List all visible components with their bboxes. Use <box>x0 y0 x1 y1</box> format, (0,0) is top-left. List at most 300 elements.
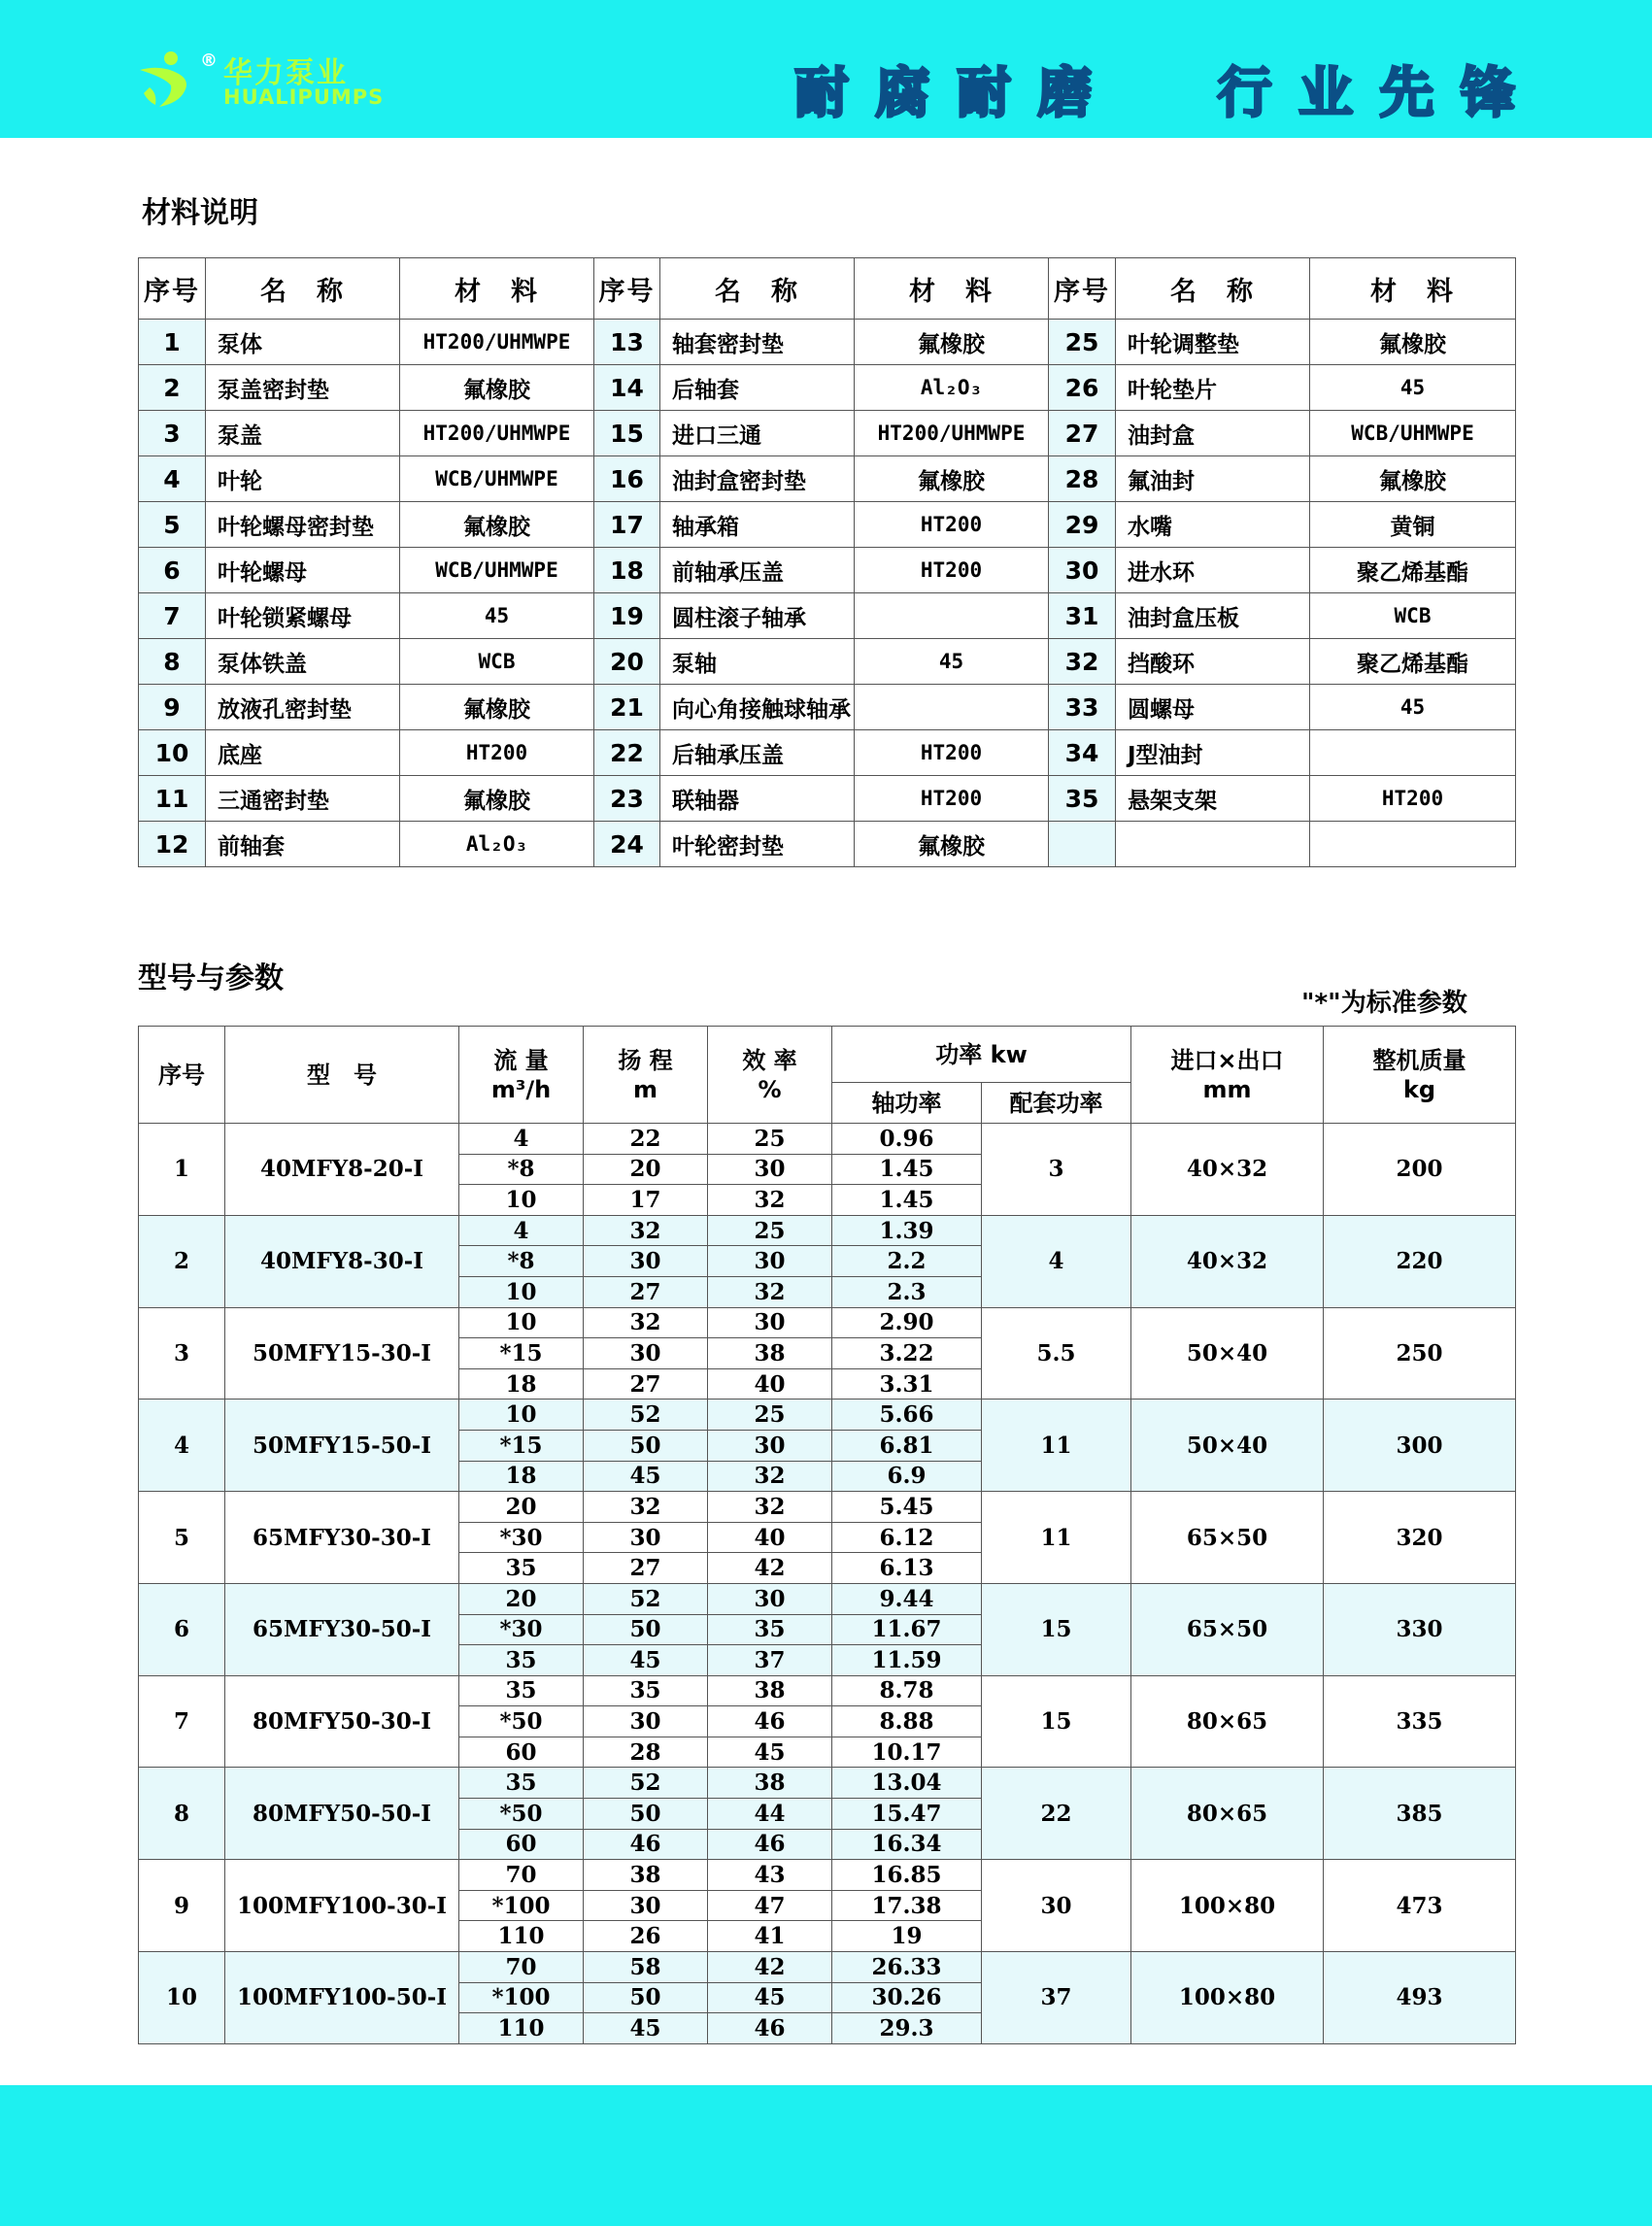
flow-value: 4 <box>459 1215 584 1246</box>
part-number: 34 <box>1049 730 1116 776</box>
flow-value: 35 <box>459 1645 584 1676</box>
mass-value: 335 <box>1324 1675 1516 1768</box>
model-name: 40MFY8-30-I <box>225 1215 459 1307</box>
col-mass-label: 整机质量 <box>1372 1046 1467 1074</box>
materials-header-cell: 名 称 <box>206 258 400 320</box>
table-row <box>139 1124 1516 1155</box>
col-port <box>1131 1027 1324 1124</box>
model-number: 3 <box>139 1307 225 1400</box>
model-name: 50MFY15-50-I <box>225 1400 459 1492</box>
part-number: 19 <box>594 593 660 639</box>
part-material: 聚乙烯基酯 <box>1310 548 1516 593</box>
head-value: 50 <box>584 1614 708 1645</box>
part-material: WCB <box>400 639 594 685</box>
part-material: WCB/UHMWPE <box>400 456 594 502</box>
part-material <box>1310 730 1516 776</box>
part-name: 三通密封垫 <box>206 776 400 822</box>
part-name: 挡酸环 <box>1116 639 1310 685</box>
shaft-power-value: 6.9 <box>832 1461 982 1492</box>
part-number: 22 <box>594 730 660 776</box>
head-value: 20 <box>584 1154 708 1185</box>
model-name: 65MFY30-50-I <box>225 1583 459 1675</box>
flow-value: *50 <box>459 1706 584 1737</box>
part-material: 氟橡胶 <box>400 685 594 730</box>
efficiency-value: 30 <box>708 1307 832 1338</box>
model-number: 4 <box>139 1400 225 1492</box>
part-number: 28 <box>1049 456 1116 502</box>
part-number: 31 <box>1049 593 1116 639</box>
head-value: 50 <box>584 1982 708 2013</box>
table-row <box>139 1215 1516 1246</box>
part-number: 15 <box>594 411 660 456</box>
part-name: 后轴承压盖 <box>660 730 855 776</box>
efficiency-value: 30 <box>708 1154 832 1185</box>
head-value: 52 <box>584 1768 708 1799</box>
part-number: 21 <box>594 685 660 730</box>
table-row <box>139 1400 1516 1431</box>
flow-value: 4 <box>459 1124 584 1155</box>
efficiency-value: 30 <box>708 1583 832 1614</box>
shaft-power-value: 6.81 <box>832 1430 982 1461</box>
part-name: 叶轮密封垫 <box>660 822 855 867</box>
motor-power-value: 30 <box>982 1860 1131 1952</box>
shaft-power-value: 3.22 <box>832 1338 982 1369</box>
efficiency-value: 46 <box>708 2013 832 2044</box>
table-row <box>139 1307 1516 1338</box>
port-size-value: 80×65 <box>1131 1768 1324 1860</box>
params-table <box>138 1026 1516 2044</box>
runner-logo-icon <box>136 49 194 111</box>
col-shaft-power: 轴功率 <box>832 1083 982 1124</box>
efficiency-value: 43 <box>708 1860 832 1891</box>
col-flow-label: 流 量 <box>493 1046 549 1074</box>
motor-power-value: 11 <box>982 1400 1131 1492</box>
materials-header-cell: 名 称 <box>660 258 855 320</box>
motor-power-value: 15 <box>982 1675 1131 1768</box>
table-row <box>139 1583 1516 1614</box>
flow-value: 18 <box>459 1368 584 1400</box>
efficiency-value: 32 <box>708 1185 832 1216</box>
flow-value: 18 <box>459 1461 584 1492</box>
head-value: 52 <box>584 1400 708 1431</box>
part-material: 45 <box>400 593 594 639</box>
table-row <box>139 593 1516 639</box>
part-material: HT200 <box>1310 776 1516 822</box>
part-name: 油封盒压板 <box>1116 593 1310 639</box>
mass-value: 200 <box>1324 1124 1516 1216</box>
part-material: 聚乙烯基酯 <box>1310 639 1516 685</box>
part-name: 前轴承压盖 <box>660 548 855 593</box>
motor-power-value: 37 <box>982 1952 1131 2044</box>
motor-power-value: 11 <box>982 1492 1131 1584</box>
efficiency-value: 45 <box>708 1737 832 1768</box>
efficiency-value: 32 <box>708 1492 832 1523</box>
part-material: WCB <box>1310 593 1516 639</box>
part-number: 27 <box>1049 411 1116 456</box>
shaft-power-value: 11.67 <box>832 1614 982 1645</box>
part-number: 32 <box>1049 639 1116 685</box>
part-number: 24 <box>594 822 660 867</box>
flow-value: *8 <box>459 1154 584 1185</box>
head-value: 50 <box>584 1430 708 1461</box>
part-name: 泵体 <box>206 320 400 365</box>
motor-power-value: 3 <box>982 1124 1131 1216</box>
head-value: 30 <box>584 1522 708 1553</box>
flow-value: 10 <box>459 1307 584 1338</box>
shaft-power-value: 6.13 <box>832 1553 982 1584</box>
part-name: 联轴器 <box>660 776 855 822</box>
part-name: 叶轮螺母密封垫 <box>206 502 400 548</box>
part-name: 轴套密封垫 <box>660 320 855 365</box>
part-material: 45 <box>1310 685 1516 730</box>
part-name: 放液孔密封垫 <box>206 685 400 730</box>
model-number: 7 <box>139 1675 225 1768</box>
part-name: 轴承箱 <box>660 502 855 548</box>
head-value: 38 <box>584 1860 708 1891</box>
efficiency-value: 44 <box>708 1799 832 1830</box>
table-row <box>139 1860 1516 1891</box>
flow-value: *8 <box>459 1246 584 1277</box>
part-name: 泵轴 <box>660 639 855 685</box>
shaft-power-value: 10.17 <box>832 1737 982 1768</box>
mass-value: 300 <box>1324 1400 1516 1492</box>
port-size-value: 65×50 <box>1131 1492 1324 1584</box>
efficiency-value: 35 <box>708 1614 832 1645</box>
part-material: 45 <box>1310 365 1516 411</box>
slogan-char: 磨 <box>1037 62 1096 125</box>
flow-value: *30 <box>459 1614 584 1645</box>
part-material: 氟橡胶 <box>1310 456 1516 502</box>
table-row <box>139 1768 1516 1799</box>
shaft-power-value: 2.2 <box>832 1246 982 1277</box>
part-number: 33 <box>1049 685 1116 730</box>
flow-value: 70 <box>459 1860 584 1891</box>
head-value: 28 <box>584 1737 708 1768</box>
port-size-value: 40×32 <box>1131 1215 1324 1307</box>
head-value: 30 <box>584 1246 708 1277</box>
part-number: 1 <box>139 320 206 365</box>
efficiency-value: 47 <box>708 1890 832 1921</box>
table-row <box>139 1675 1516 1706</box>
part-material: WCB/UHMWPE <box>1310 411 1516 456</box>
efficiency-value: 42 <box>708 1952 832 1983</box>
part-material: HT200 <box>855 502 1049 548</box>
table-row <box>139 411 1516 456</box>
head-value: 45 <box>584 1461 708 1492</box>
model-number: 2 <box>139 1215 225 1307</box>
part-number: 4 <box>139 456 206 502</box>
model-name: 40MFY8-20-I <box>225 1124 459 1216</box>
head-value: 26 <box>584 1921 708 1952</box>
table-row <box>139 639 1516 685</box>
col-motor-power: 配套功率 <box>982 1083 1131 1124</box>
shaft-power-value: 2.3 <box>832 1276 982 1307</box>
part-name: 悬架支架 <box>1116 776 1310 822</box>
col-no: 序号 <box>139 1027 225 1124</box>
mass-value: 493 <box>1324 1952 1516 2044</box>
part-material: HT200/UHMWPE <box>400 320 594 365</box>
part-number: 30 <box>1049 548 1116 593</box>
efficiency-value: 42 <box>708 1553 832 1584</box>
model-name: 50MFY15-30-I <box>225 1307 459 1400</box>
mass-value: 250 <box>1324 1307 1516 1400</box>
head-value: 27 <box>584 1276 708 1307</box>
part-number: 9 <box>139 685 206 730</box>
head-value: 46 <box>584 1829 708 1860</box>
part-name: 泵体铁盖 <box>206 639 400 685</box>
part-name: 圆螺母 <box>1116 685 1310 730</box>
port-size-value: 40×32 <box>1131 1124 1324 1216</box>
brand-name-en: HUALIPUMPS <box>223 85 385 109</box>
part-name: 氟油封 <box>1116 456 1310 502</box>
part-material: 氟橡胶 <box>855 320 1049 365</box>
flow-value: 20 <box>459 1492 584 1523</box>
flow-value: *100 <box>459 1890 584 1921</box>
part-name: 叶轮 <box>206 456 400 502</box>
part-material: 氟橡胶 <box>400 776 594 822</box>
slogan-char: 腐 <box>875 62 934 125</box>
part-name: 向心角接触球轴承 <box>660 685 855 730</box>
part-name: 叶轮垫片 <box>1116 365 1310 411</box>
flow-value: *15 <box>459 1338 584 1369</box>
head-value: 17 <box>584 1185 708 1216</box>
shaft-power-value: 8.78 <box>832 1675 982 1706</box>
shaft-power-value: 3.31 <box>832 1368 982 1400</box>
head-value: 52 <box>584 1583 708 1614</box>
model-name: 100MFY100-30-I <box>225 1860 459 1952</box>
part-material <box>855 685 1049 730</box>
shaft-power-value: 16.85 <box>832 1860 982 1891</box>
table-row <box>139 1952 1516 1983</box>
part-number: 8 <box>139 639 206 685</box>
efficiency-value: 30 <box>708 1430 832 1461</box>
shaft-power-value: 9.44 <box>832 1583 982 1614</box>
shaft-power-value: 2.90 <box>832 1307 982 1338</box>
efficiency-value: 25 <box>708 1124 832 1155</box>
part-number: 29 <box>1049 502 1116 548</box>
head-value: 58 <box>584 1952 708 1983</box>
model-name: 100MFY100-50-I <box>225 1952 459 2044</box>
part-name: 叶轮锁紧螺母 <box>206 593 400 639</box>
materials-header-cell: 材 料 <box>400 258 594 320</box>
slogan-char: 先 <box>1379 62 1438 125</box>
part-material: HT200 <box>855 776 1049 822</box>
model-number: 1 <box>139 1124 225 1216</box>
efficiency-value: 40 <box>708 1522 832 1553</box>
table-row <box>139 548 1516 593</box>
part-material: WCB/UHMWPE <box>400 548 594 593</box>
table-row <box>139 822 1516 867</box>
shaft-power-value: 1.45 <box>832 1185 982 1216</box>
motor-power-value: 5.5 <box>982 1307 1131 1400</box>
materials-header-cell: 材 料 <box>1310 258 1516 320</box>
flow-value: 110 <box>459 2013 584 2044</box>
efficiency-value: 38 <box>708 1675 832 1706</box>
shaft-power-value: 15.47 <box>832 1799 982 1830</box>
efficiency-value: 32 <box>708 1276 832 1307</box>
efficiency-value: 45 <box>708 1982 832 2013</box>
efficiency-value: 25 <box>708 1215 832 1246</box>
table-row <box>139 1492 1516 1523</box>
col-port-unit: mm <box>1202 1075 1252 1103</box>
part-number: 10 <box>139 730 206 776</box>
flow-value: *15 <box>459 1430 584 1461</box>
motor-power-value: 22 <box>982 1768 1131 1860</box>
col-power: 功率 kw <box>832 1027 1131 1083</box>
part-number: 5 <box>139 502 206 548</box>
shaft-power-value: 11.59 <box>832 1645 982 1676</box>
col-model: 型 号 <box>225 1027 459 1124</box>
part-material: 45 <box>855 639 1049 685</box>
model-number: 10 <box>139 1952 225 2044</box>
efficiency-value: 41 <box>708 1921 832 1952</box>
table-row <box>139 730 1516 776</box>
part-name: 泵盖密封垫 <box>206 365 400 411</box>
head-value: 32 <box>584 1307 708 1338</box>
part-name: 叶轮调整垫 <box>1116 320 1310 365</box>
mass-value: 330 <box>1324 1583 1516 1675</box>
head-value: 30 <box>584 1890 708 1921</box>
shaft-power-value: 8.88 <box>832 1706 982 1737</box>
part-material: HT200 <box>855 548 1049 593</box>
materials-header-row <box>139 258 1516 320</box>
head-value: 27 <box>584 1553 708 1584</box>
brand-logo <box>136 47 388 115</box>
head-value: 27 <box>584 1368 708 1400</box>
params-header-row-1 <box>139 1027 1516 1083</box>
efficiency-value: 46 <box>708 1829 832 1860</box>
part-number: 14 <box>594 365 660 411</box>
col-mass <box>1324 1027 1516 1124</box>
part-name: 油封盒密封垫 <box>660 456 855 502</box>
col-eff-label: 效 率 <box>742 1046 797 1074</box>
port-size-value: 50×40 <box>1131 1400 1324 1492</box>
part-name: 前轴套 <box>206 822 400 867</box>
col-eff-unit: % <box>758 1075 782 1103</box>
efficiency-value: 25 <box>708 1400 832 1431</box>
part-number: 16 <box>594 456 660 502</box>
col-flow-unit: m³/h <box>490 1075 552 1103</box>
flow-value: *50 <box>459 1799 584 1830</box>
part-material: HT200 <box>400 730 594 776</box>
part-material: 黄铜 <box>1310 502 1516 548</box>
col-head <box>584 1027 708 1124</box>
mass-value: 320 <box>1324 1492 1516 1584</box>
model-name: 80MFY50-30-I <box>225 1675 459 1768</box>
part-number: 7 <box>139 593 206 639</box>
shaft-power-value: 1.39 <box>832 1215 982 1246</box>
col-head-label: 扬 程 <box>618 1046 673 1074</box>
part-number: 6 <box>139 548 206 593</box>
slogan-char: 锋 <box>1461 62 1519 125</box>
head-value: 32 <box>584 1492 708 1523</box>
table-row <box>139 456 1516 502</box>
head-value: 32 <box>584 1215 708 1246</box>
flow-value: 110 <box>459 1921 584 1952</box>
shaft-power-value: 19 <box>832 1921 982 1952</box>
table-row <box>139 502 1516 548</box>
port-size-value: 100×80 <box>1131 1860 1324 1952</box>
materials-table <box>138 257 1516 867</box>
part-number: 11 <box>139 776 206 822</box>
part-material <box>855 593 1049 639</box>
col-head-unit: m <box>632 1075 657 1103</box>
table-row <box>139 365 1516 411</box>
head-value: 45 <box>584 1645 708 1676</box>
standard-params-note: "*"为标准参数 <box>1301 989 1467 1018</box>
slogan-char: 业 <box>1298 62 1357 125</box>
head-value: 45 <box>584 2013 708 2044</box>
head-value: 22 <box>584 1124 708 1155</box>
col-port-label: 进口×出口 <box>1170 1046 1284 1074</box>
motor-power-value: 15 <box>982 1583 1131 1675</box>
model-number: 6 <box>139 1583 225 1675</box>
shaft-power-value: 17.38 <box>832 1890 982 1921</box>
efficiency-value: 38 <box>708 1768 832 1799</box>
part-material: 氟橡胶 <box>400 365 594 411</box>
table-row <box>139 320 1516 365</box>
part-number: 17 <box>594 502 660 548</box>
header-band <box>0 0 1652 138</box>
part-material: Al₂O₃ <box>855 365 1049 411</box>
materials-title: 材料说明 <box>142 196 258 230</box>
part-number: 23 <box>594 776 660 822</box>
part-number: 25 <box>1049 320 1116 365</box>
col-mass-unit: kg <box>1402 1075 1436 1103</box>
efficiency-value: 38 <box>708 1338 832 1369</box>
slogan-char: 耐 <box>794 62 853 125</box>
flow-value: 10 <box>459 1400 584 1431</box>
part-name <box>1116 822 1310 867</box>
shaft-power-value: 30.26 <box>832 1982 982 2013</box>
flow-value: 60 <box>459 1737 584 1768</box>
model-number: 9 <box>139 1860 225 1952</box>
efficiency-value: 37 <box>708 1645 832 1676</box>
model-name: 80MFY50-50-I <box>225 1768 459 1860</box>
part-name: 底座 <box>206 730 400 776</box>
part-material: Al₂O₃ <box>400 822 594 867</box>
flow-value: *100 <box>459 1982 584 2013</box>
shaft-power-value: 5.66 <box>832 1400 982 1431</box>
part-material: 氟橡胶 <box>855 456 1049 502</box>
part-name: 叶轮螺母 <box>206 548 400 593</box>
part-number: 3 <box>139 411 206 456</box>
shaft-power-value: 29.3 <box>832 2013 982 2044</box>
materials-header-cell: 序号 <box>594 258 660 320</box>
mass-value: 220 <box>1324 1215 1516 1307</box>
part-number: 35 <box>1049 776 1116 822</box>
head-value: 30 <box>584 1706 708 1737</box>
shaft-power-value: 0.96 <box>832 1124 982 1155</box>
part-name: 油封盒 <box>1116 411 1310 456</box>
port-size-value: 50×40 <box>1131 1307 1324 1400</box>
part-number: 18 <box>594 548 660 593</box>
part-material: 氟橡胶 <box>400 502 594 548</box>
materials-header-cell: 序号 <box>1049 258 1116 320</box>
part-number: 20 <box>594 639 660 685</box>
flow-value: 35 <box>459 1768 584 1799</box>
port-size-value: 65×50 <box>1131 1583 1324 1675</box>
efficiency-value: 30 <box>708 1246 832 1277</box>
brand-name-cn: 华力泵业 <box>223 56 348 90</box>
materials-header-cell: 名 称 <box>1116 258 1310 320</box>
model-name: 65MFY30-30-I <box>225 1492 459 1584</box>
flow-value: 35 <box>459 1675 584 1706</box>
mass-value: 385 <box>1324 1768 1516 1860</box>
slogan-char: 耐 <box>957 62 1015 125</box>
part-number: 26 <box>1049 365 1116 411</box>
col-flow <box>459 1027 584 1124</box>
